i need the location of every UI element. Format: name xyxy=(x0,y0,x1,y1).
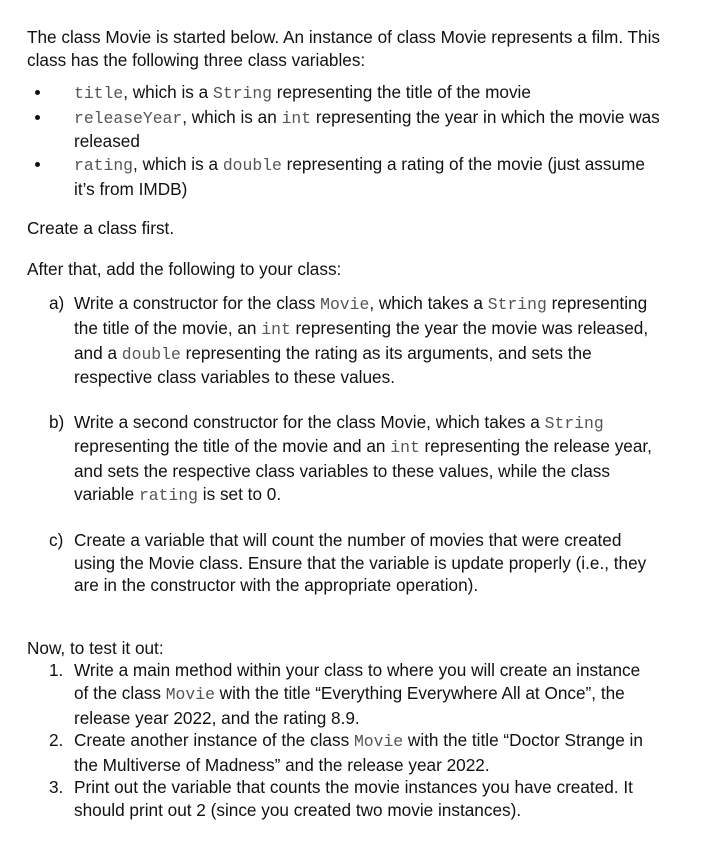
list-item: releaseYear, which is an int representing the year in which the movie was released xyxy=(74,106,667,153)
now-test-text: Now, to test it out: xyxy=(27,637,164,658)
after-that-text: After that, add the following to your class: xyxy=(27,258,342,279)
task-c: c) Create a variable that will count the number of movies that were created using the Movie class. Ensure that the variable is update properly (i.e., they are in the constructor with the appropriate operation). xyxy=(49,530,647,596)
task-b: b) Write a second constructor for the class Movie, which takes a String representing the title of the movie and an int representing the release year, and sets the respective class variables to these values, while the class variable rating is set to 0. xyxy=(49,411,652,505)
list-item: title, which is a String representing the title of the movie xyxy=(74,81,667,106)
step-1: 1. Write a main method within your class to where you will create an instance of the class Movie with the title “Everything Everywhere All at Once”, the release year 2022, and the rating 8.9. xyxy=(49,660,641,728)
assignment-document xyxy=(27,26,667,822)
create-class-text: Create a class first. xyxy=(27,218,175,239)
step-2: 2. Create another instance of the class Movie with the title “Doctor Strange in the Multiverse of Madness” and the release year 2022. xyxy=(49,730,643,775)
intro-paragraph: The class Movie is started below. An instance of class Movie represents a film. This class has the following three class variables: xyxy=(27,27,661,70)
task-a: a) Write a constructor for the class Movie, which takes a String representing the title of the movie, an int representing the year the movie was released, and a double representing the rating as its arguments, and sets the respective class variables to these values. xyxy=(49,293,649,388)
step-3: 3. Print out the variable that counts the movie instances you have created. It should print out 2 (since you created two movie instances). xyxy=(49,777,633,821)
list-item: rating, which is a double representing a rating of the movie (just assume it’s from IMDB) xyxy=(74,153,667,200)
class-variables-list xyxy=(27,81,667,200)
